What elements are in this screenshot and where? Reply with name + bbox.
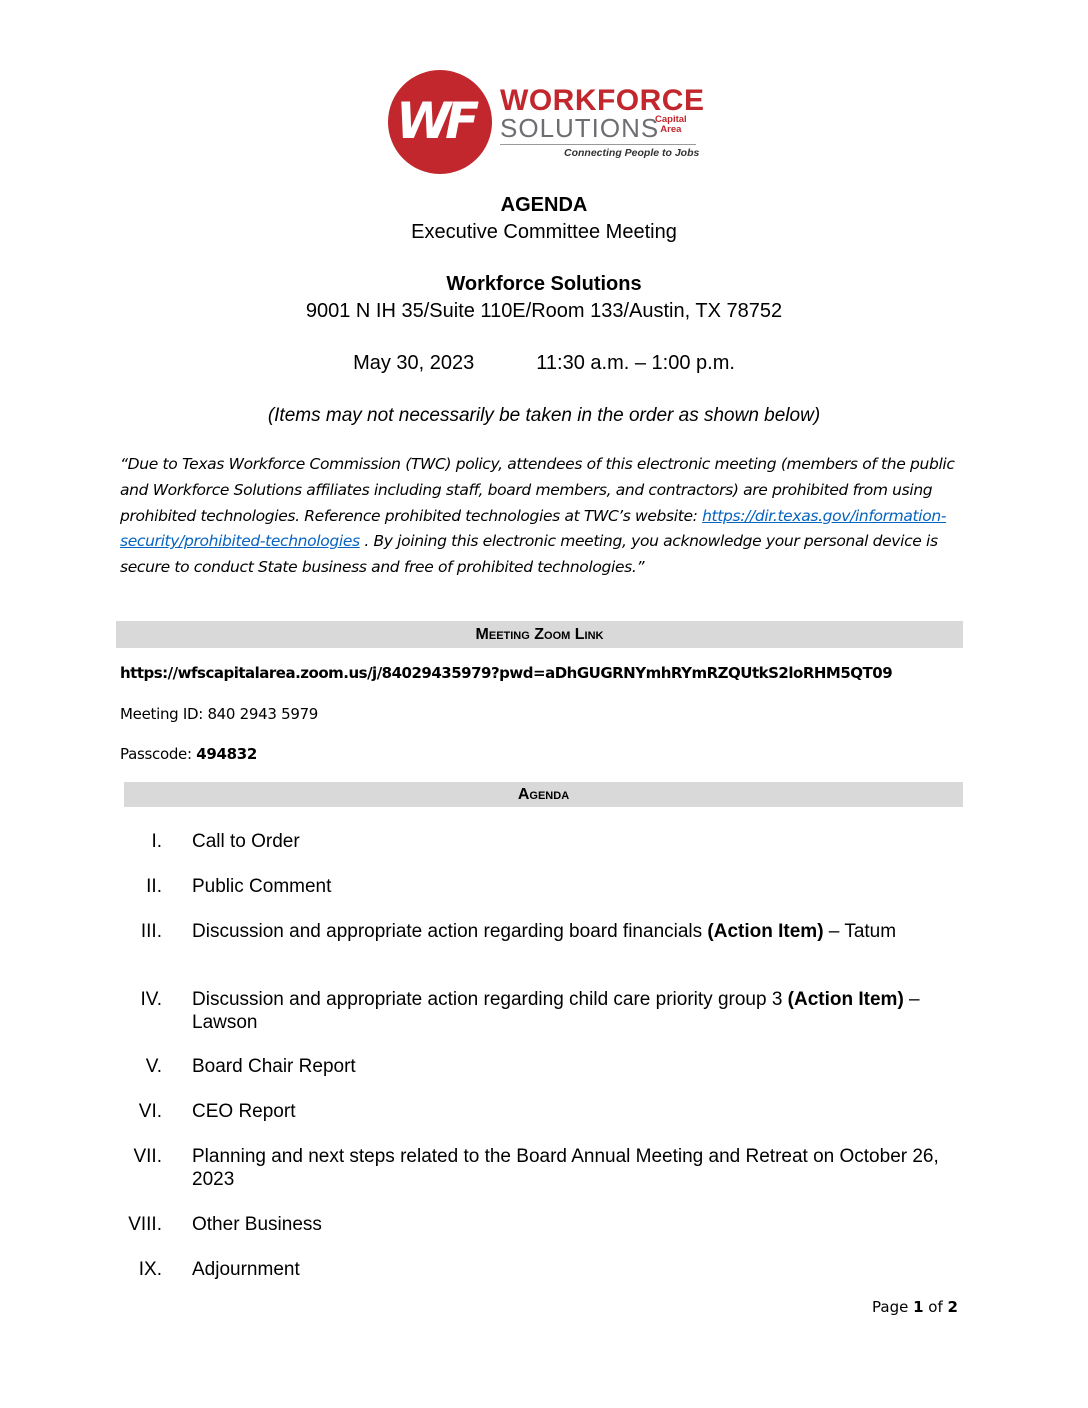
agenda-item-label: Discussion and appropriate action regarding child care priority group 3 (192, 989, 788, 1010)
agenda-item-number: VI. (138, 1101, 162, 1122)
agenda-item-label: Discussion and appropriate action regarding board financials (192, 921, 708, 942)
logo-divider (500, 144, 696, 145)
page-label: Page (872, 1298, 914, 1316)
agenda-item-presenter: – Lawson (192, 989, 920, 1033)
zoom-meeting-id: Meeting ID: 840 2943 5979 (120, 705, 319, 723)
agenda-item-label: Adjournment (192, 1259, 300, 1280)
agenda-item-number: IV. (140, 989, 162, 1010)
agenda-item-label: Call to Order (192, 831, 300, 852)
agenda-item-label: CEO Report (192, 1101, 296, 1122)
action-item-tag: (Action Item) (707, 921, 824, 942)
logo-sub-capital: Capital (655, 114, 687, 125)
zoom-section-heading: Meeting Zoom Link (116, 621, 963, 648)
disclaimer-text-end: . By joining this electronic meeting, you acknowledge your personal device is secure to conduct State business and free of prohibited technologies.” (120, 532, 938, 577)
passcode-value: 494832 (196, 745, 258, 763)
logo-sub-area: Area (660, 124, 682, 135)
agenda-item-number: V. (145, 1056, 162, 1077)
zoom-passcode (120, 745, 257, 763)
order-note: (Items may not necessarily be taken in the order as shown below) (267, 405, 821, 426)
agenda-item-text (192, 831, 962, 854)
action-item-tag: (Action Item) (787, 989, 904, 1010)
agenda-item-text (192, 1056, 962, 1079)
agenda-item-text (192, 876, 962, 899)
of-label: of (923, 1298, 948, 1316)
logo-word-workforce: WORKFORCE (500, 84, 705, 117)
agenda-item-presenter: – Tatum (823, 921, 897, 942)
agenda-item-label: Planning and next steps related to the Board Annual Meeting and Retreat on October 26, 2023 (192, 1146, 939, 1190)
agenda-item-label: Board Chair Report (192, 1056, 356, 1077)
agenda-item-number: II. (146, 876, 162, 897)
agenda-item-text (192, 1214, 962, 1237)
agenda-item-number: I. (151, 831, 162, 852)
agenda-item-label: Public Comment (192, 876, 332, 897)
agenda-item-text (192, 1101, 962, 1124)
page-number (872, 1298, 958, 1316)
meeting-name: Executive Committee Meeting (411, 221, 677, 243)
logo-capital-area (655, 115, 687, 135)
zoom-link[interactable]: https://wfscapitalarea.zoom.us/j/84029435979?pwd=aDhGUGRNYmhRYmRZQUtkS2loRHM5QT09 (120, 664, 893, 682)
prohibited-technologies-link[interactable]: https://dir.texas.gov/information-security/prohibited-technologies (120, 506, 947, 551)
meeting-datetime (0, 352, 1088, 375)
agenda-item-number: IX. (138, 1259, 162, 1280)
agenda-item-text (192, 921, 962, 944)
workforce-solutions-logo (388, 70, 705, 178)
agenda-item-number: VIII. (128, 1214, 162, 1235)
total-pages: 2 (947, 1298, 958, 1316)
page-title: AGENDA (500, 194, 588, 216)
logo-word-solutions: SOLUTIONS (500, 113, 660, 143)
agenda-item-number: VII. (133, 1146, 162, 1167)
logo-tagline: Connecting People to Jobs (564, 147, 700, 159)
meeting-address: 9001 N IH 35/Suite 110E/Room 133/Austin, TX 78752 (305, 300, 783, 322)
agenda-item-label: Other Business (192, 1214, 322, 1235)
agenda-item-text (192, 1259, 962, 1282)
current-page: 1 (913, 1298, 924, 1316)
meeting-date: May 30, 2023 (353, 352, 475, 374)
organization-name: Workforce Solutions (446, 273, 642, 295)
passcode-label: Passcode: (120, 745, 197, 763)
agenda-item-number: III. (140, 921, 162, 942)
agenda-section-heading: Agenda (124, 782, 963, 807)
agenda-item-text (192, 989, 962, 1034)
meeting-time: 11:30 a.m. – 1:00 p.m. (536, 352, 735, 374)
agenda-item-text (192, 1146, 962, 1191)
twc-disclaimer (120, 452, 965, 581)
logo-mark: WF (396, 92, 474, 150)
disclaimer-text-start: “Due to Texas Workforce Commission (TWC) policy, attendees of this electronic meeting (members of the public and Workforce Solutions affiliates including staff, board members, and contractors) are prohibited from using prohibited technologies. Reference prohibited technologies at TWC’s website: (120, 455, 955, 525)
